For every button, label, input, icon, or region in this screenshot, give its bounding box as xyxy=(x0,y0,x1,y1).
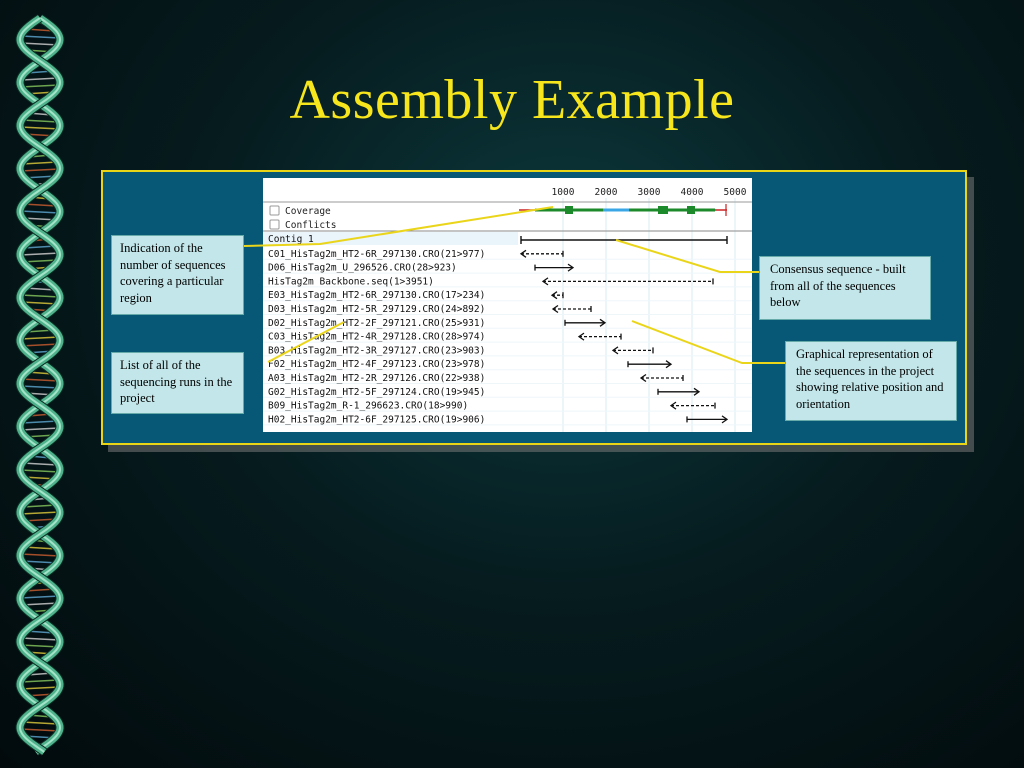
read-name: E03_HisTag2m_HT2-6R_297130.CRO(17>234) xyxy=(268,290,486,302)
read-arrow xyxy=(543,278,713,285)
read-name: F02_HisTag2m_HT2-4F_297123.CRO(23>978) xyxy=(268,359,486,371)
dna-rung xyxy=(20,470,60,472)
read-arrow xyxy=(553,306,591,313)
read-name: C03_HisTag2m_HT2-4R_297128.CRO(28>974) xyxy=(268,331,486,343)
ruler-tick-label: 5000 xyxy=(723,187,747,198)
graphical-callout: Graphical representation of the sequences in the project showing relative position and orientation xyxy=(785,341,957,421)
sequence-viewer-canvas xyxy=(263,178,752,432)
coverage-block xyxy=(658,206,668,214)
dna-rung xyxy=(20,512,60,514)
read-arrow xyxy=(535,264,573,271)
read-name: D03_HisTag2m_HT2-5R_297129.CRO(24>892) xyxy=(268,304,486,315)
runs-callout: List of all of the sequencing runs in the project xyxy=(111,352,244,414)
dna-rung xyxy=(21,337,60,339)
read-arrow xyxy=(552,292,563,299)
coverage-checkbox xyxy=(270,206,279,215)
read-name: C01_HisTag2m_HT2-6R_297130.CRO(21>977) xyxy=(268,248,486,260)
read-arrow xyxy=(579,333,621,340)
read-name: B03_HisTag2m_HT2-3R_297127.CRO(23>903) xyxy=(268,345,486,357)
read-arrow xyxy=(641,375,683,382)
ruler-tick-label: 3000 xyxy=(637,187,661,198)
conflicts-option-label: Conflicts xyxy=(285,220,337,231)
dna-rung xyxy=(21,638,60,640)
sequence-viewer-screenshot xyxy=(263,178,752,432)
read-name: D06_HisTag2m_U_296526.CRO(28>923) xyxy=(268,262,457,274)
dna-rung xyxy=(20,211,60,213)
coverage-callout: Indication of the number of sequences covering a particular region xyxy=(111,235,244,315)
read-name: D02_HisTag2m_HT2-2F_297121.CRO(25>931) xyxy=(268,317,486,329)
dna-rung xyxy=(20,596,59,598)
read-name: A03_HisTag2m_HT2-2R_297126.CRO(22>938) xyxy=(268,373,486,384)
coverage-option-label: Coverage xyxy=(285,206,331,217)
dna-rung xyxy=(20,554,60,556)
dna-rung xyxy=(22,421,59,423)
slide-title: Assembly Example xyxy=(289,69,735,131)
dna-rung xyxy=(20,169,60,171)
coverage-block xyxy=(565,206,573,214)
dna-rung xyxy=(20,687,59,689)
read-arrow xyxy=(687,416,727,423)
dna-rung xyxy=(20,295,59,297)
dna-rung xyxy=(20,253,60,255)
ruler-tick-label: 1000 xyxy=(551,187,575,198)
dna-rung xyxy=(21,36,60,38)
dna-rung xyxy=(20,386,59,388)
dna-rung xyxy=(22,722,59,724)
consensus-callout: Consensus sequence - built from all of the sequences below xyxy=(759,256,931,320)
dna-rung xyxy=(21,680,59,682)
read-name: H02_HisTag2m_HT2-6F_297125.CRO(19>906) xyxy=(268,414,486,426)
dna-rung xyxy=(21,379,59,381)
dna-rung xyxy=(20,428,60,430)
read-name: HisTag2m Backbone.seq(1>3951) xyxy=(268,276,434,288)
read-name: G02_HisTag2m_HT2-5F_297124.CRO(19>945) xyxy=(268,386,486,398)
contig-label: Contig 1 xyxy=(268,234,314,245)
read-name: B09_HisTag2m_R-1_296623.CRO(18>990) xyxy=(268,400,469,412)
dna-rung xyxy=(20,729,60,731)
coverage-block xyxy=(687,206,695,214)
read-arrow xyxy=(658,388,699,395)
ruler-tick-label: 2000 xyxy=(594,187,618,198)
read-arrow xyxy=(565,319,605,326)
read-arrow xyxy=(671,402,715,409)
read-arrow xyxy=(521,250,563,257)
read-arrow xyxy=(613,347,653,354)
conflicts-checkbox xyxy=(270,220,279,229)
ruler-tick-label: 4000 xyxy=(680,187,704,198)
